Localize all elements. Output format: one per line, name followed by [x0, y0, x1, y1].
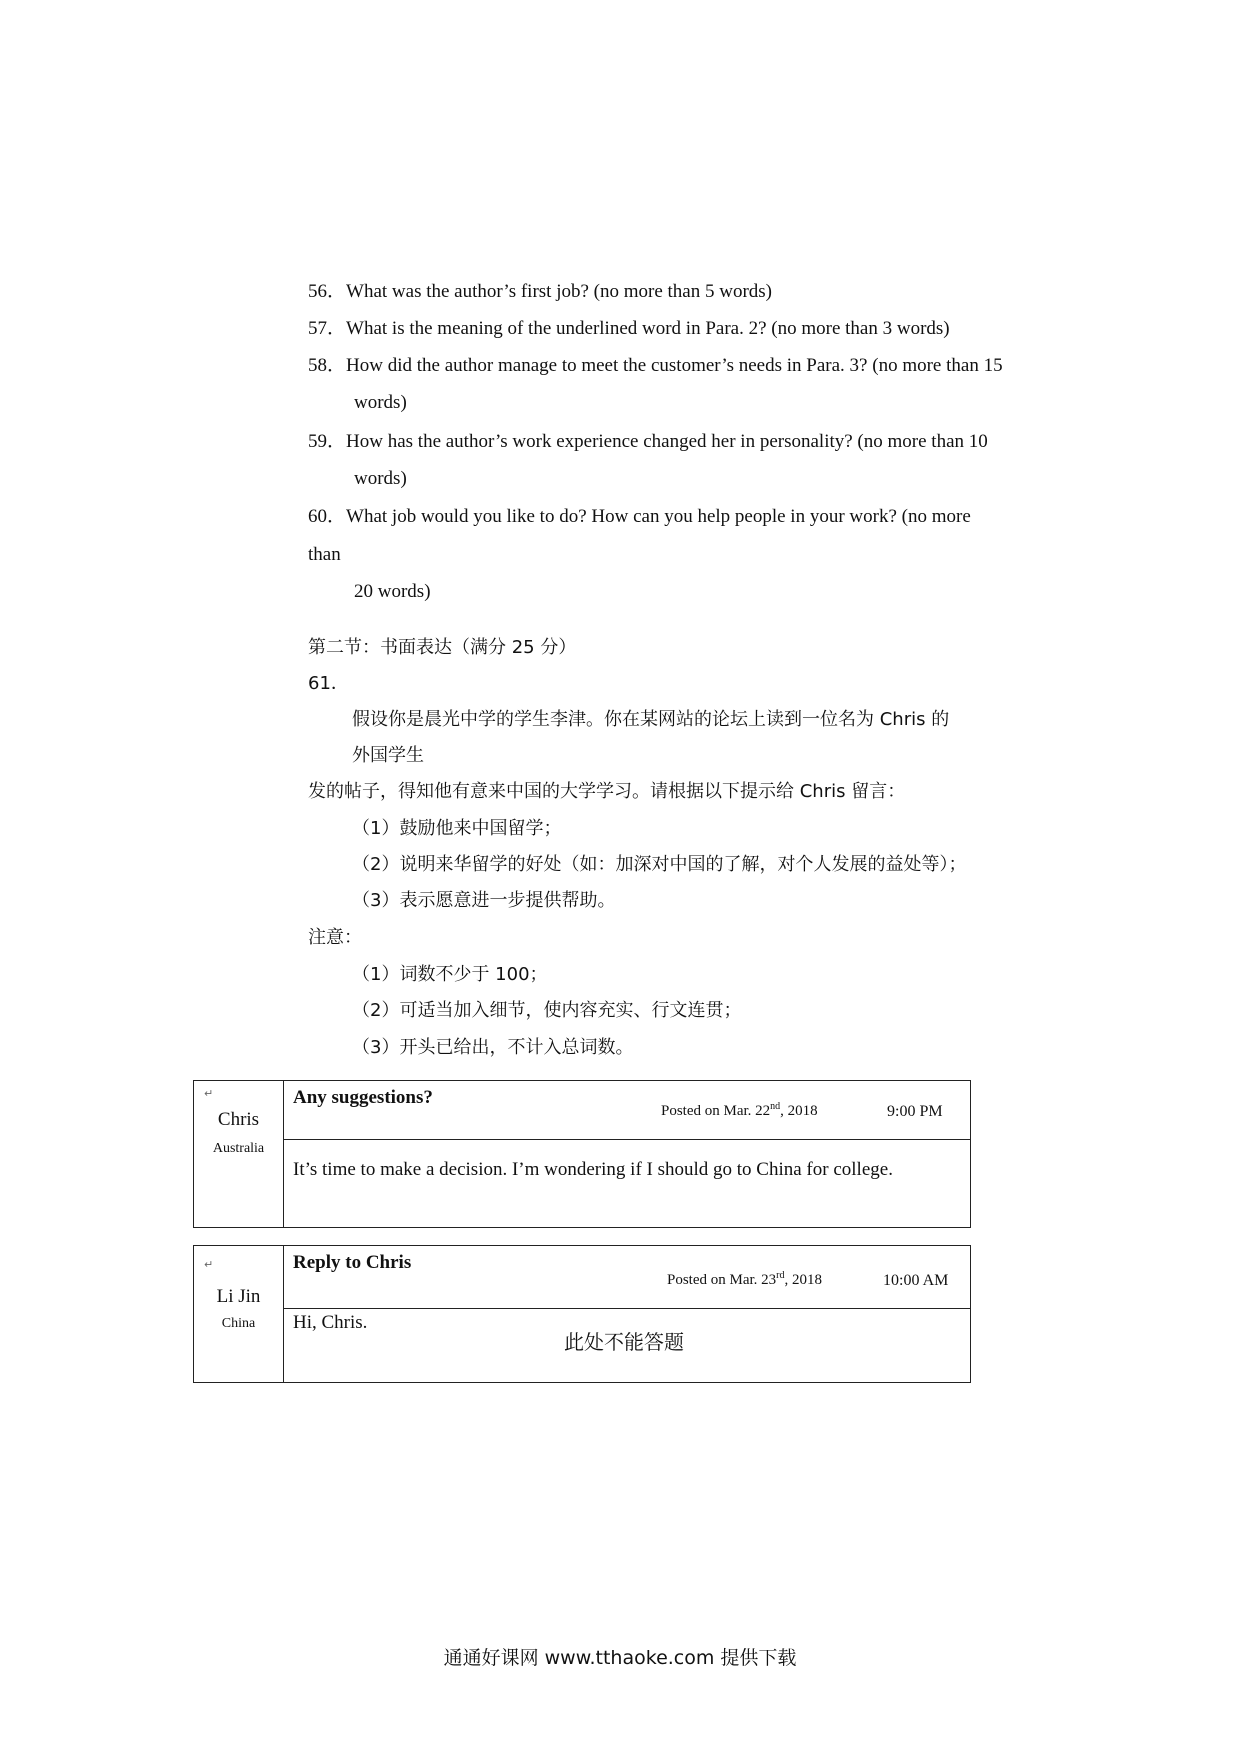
- reply-greeting: Hi, Chris.: [293, 1312, 368, 1333]
- forum-post-reply: [193, 1245, 971, 1383]
- post-time: 9:00 PM: [887, 1103, 943, 1120]
- post-date: Posted on Mar. 23rd, 2018: [667, 1270, 823, 1288]
- post-author-name: Li Jin: [216, 1286, 261, 1307]
- note-1: （1）词数不少于 100；: [352, 964, 548, 985]
- note-2: （2）可适当加入细节，使内容充实、行文连贯；: [352, 1000, 742, 1021]
- post-body: It’s time to make a decision. I’m wondering if I should go to China for college.: [293, 1159, 893, 1180]
- question-56: 56．What was the author’s first job? (no more than 5 words): [308, 281, 773, 302]
- page-footer: 通通好课网 www.tthaoke.com 提供下载: [443, 1647, 797, 1669]
- question-60: 60．What job would you like to do? How can you help people in your work? (no more: [308, 506, 971, 527]
- question-61-number: 61．: [308, 673, 349, 694]
- post-time: 10:00 AM: [883, 1272, 949, 1289]
- question-60-continuation-1: than: [308, 544, 341, 565]
- question-57: 57．What is the meaning of the underlined word in Para. 2? (no more than 3 words): [308, 318, 950, 339]
- post-author-cell: [194, 1246, 284, 1382]
- question-59-continuation: words): [354, 468, 407, 489]
- notes-label: 注意：: [308, 927, 362, 948]
- note-3: （3）开头已给出，不计入总词数。: [352, 1037, 634, 1058]
- question-58-continuation: words): [354, 392, 407, 413]
- prompt-line-1: 假设你是晨光中学的学生李津。你在某网站的论坛上读到一位名为 Chris 的: [352, 709, 950, 730]
- post-author-country: Australia: [212, 1141, 265, 1156]
- prompt-line-2: 外国学生: [352, 745, 424, 766]
- answer-placeholder: 此处不能答题: [564, 1330, 684, 1354]
- post-author-country: China: [221, 1316, 256, 1331]
- post-header: [283, 1081, 970, 1140]
- section-heading: 第二节：书面表达（满分 25 分）: [308, 637, 577, 658]
- forum-post-chris: [193, 1080, 971, 1228]
- paragraph-mark: ↵: [204, 1087, 214, 1100]
- post-header: [283, 1246, 970, 1309]
- question-60-continuation-2: 20 words): [354, 581, 431, 602]
- paragraph-mark: ↵: [204, 1258, 214, 1271]
- post-date: Posted on Mar. 22nd, 2018: [661, 1101, 818, 1119]
- question-59: 59．How has the author’s work experience changed her in personality? (no more than 10: [308, 431, 988, 452]
- post-author-name: Chris: [217, 1109, 260, 1130]
- post-author-cell: [194, 1081, 284, 1227]
- question-58: 58．How did the author manage to meet the customer’s needs in Para. 3? (no more than 15: [308, 355, 1003, 376]
- post-title: Any suggestions?: [293, 1087, 433, 1108]
- post-title: Reply to Chris: [293, 1252, 412, 1273]
- point-3: （3）表示愿意进一步提供帮助。: [352, 890, 616, 911]
- prompt-line-3: 发的帖子，得知他有意来中国的大学学习。请根据以下提示给 Chris 留言：: [308, 781, 906, 802]
- point-2: （2）说明来华留学的好处（如：加深对中国的了解，对个人发展的益处等）；: [352, 854, 967, 875]
- point-1: （1）鼓励他来中国留学；: [352, 818, 562, 839]
